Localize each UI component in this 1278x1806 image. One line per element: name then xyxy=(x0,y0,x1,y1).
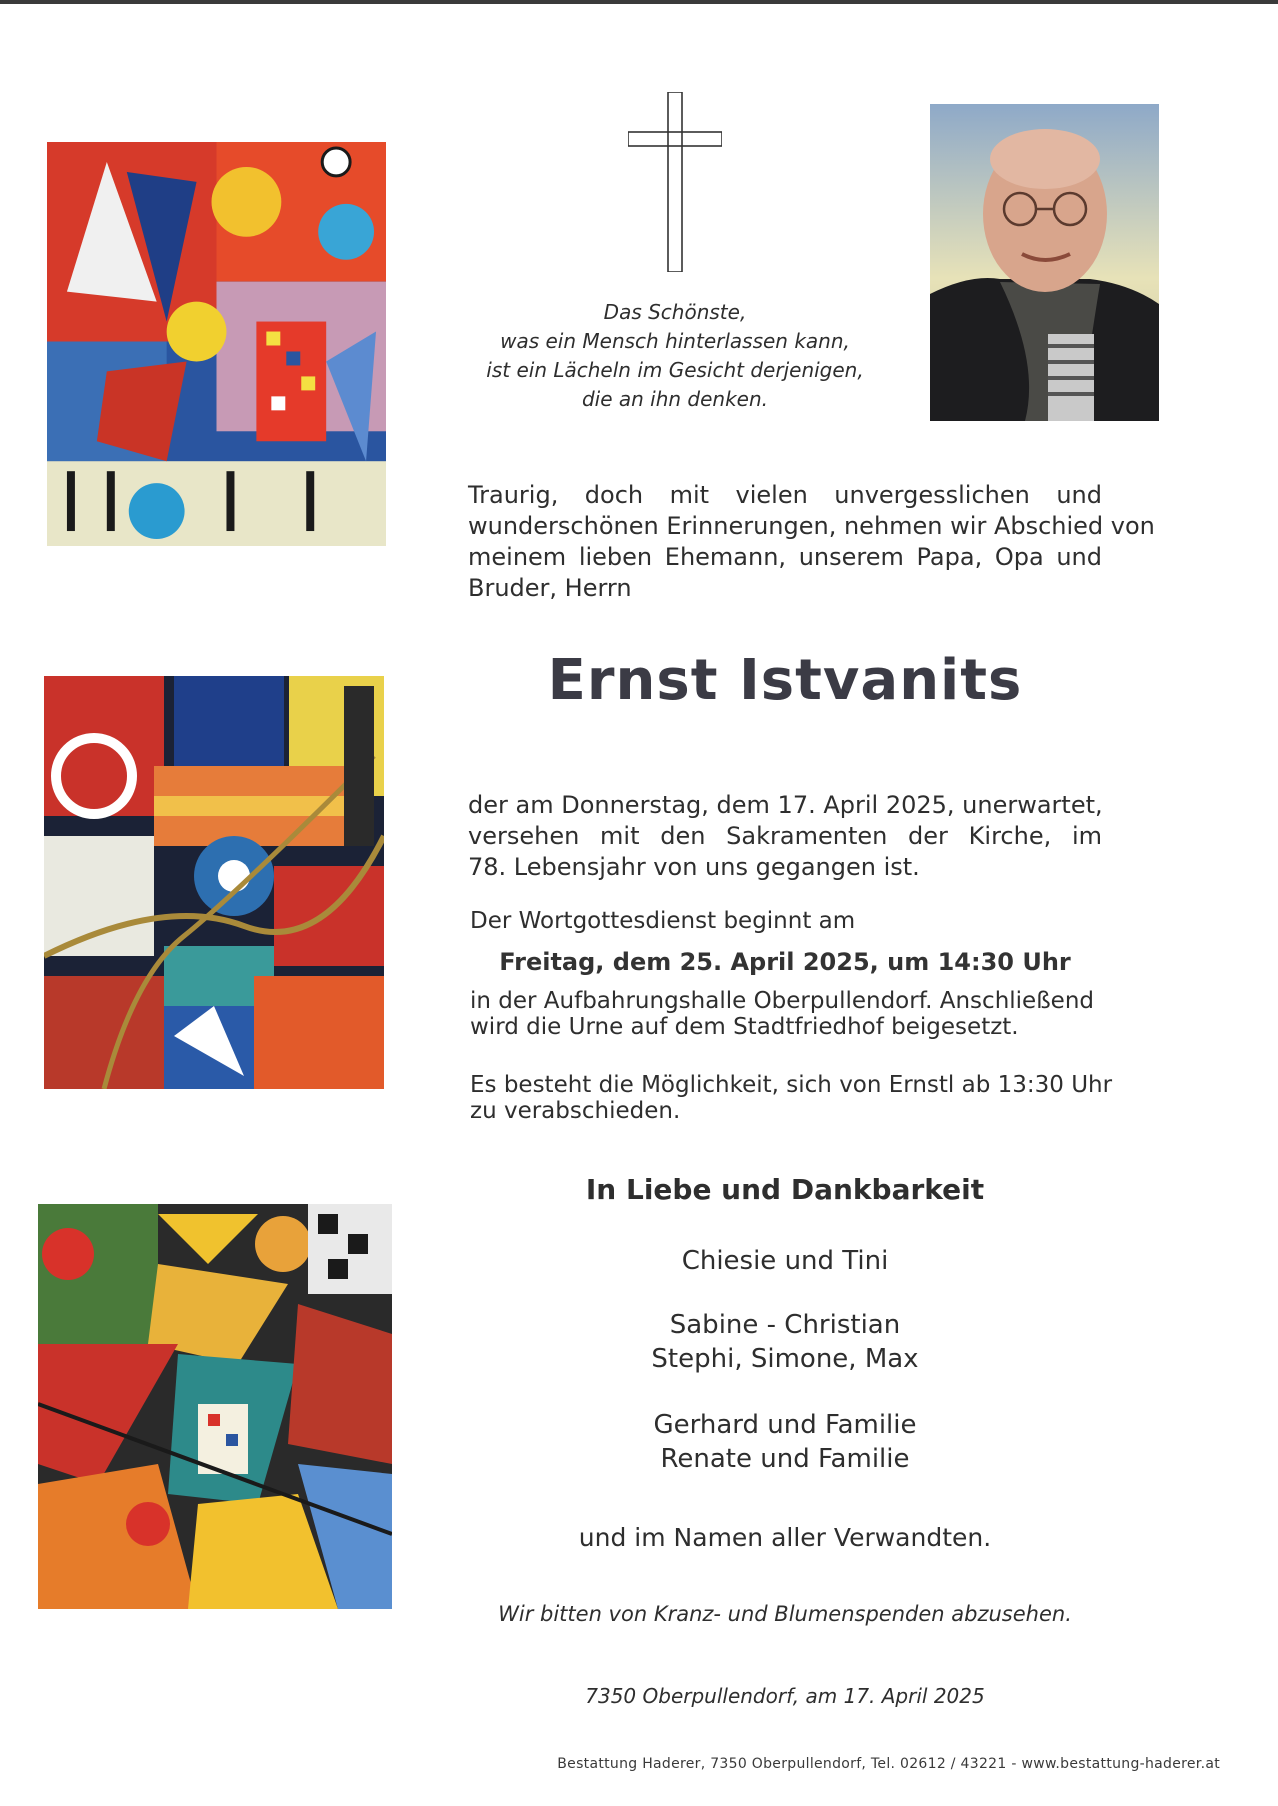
mourner-line: Sabine - Christian xyxy=(669,1310,901,1340)
intro-line: wunderschönen Erinnerungen, nehmen wir Abschied von xyxy=(468,512,1155,540)
farewell-line: Es besteht die Möglichkeit, sich von Ernstl ab 13:30 Uhr xyxy=(470,1072,1113,1098)
flowers-request: Wir bitten von Kranz- und Blumenspenden abzusehen. xyxy=(498,1602,1072,1626)
intro-line: Bruder, Herrn xyxy=(468,574,632,602)
place-date: 7350 Oberpullendorf, am 17. April 2025 xyxy=(585,1684,985,1708)
top-border xyxy=(0,0,1278,4)
quote-line: ist ein Lächeln im Gesicht derjenigen, xyxy=(486,358,864,382)
quote-line: die an ihn denken. xyxy=(581,387,769,411)
painting-image-2 xyxy=(44,676,384,1089)
quote-line: was ein Mensch hinterlassen kann, xyxy=(500,329,850,353)
farewell-info xyxy=(470,1072,1112,1124)
intro-line: Traurig, doch mit vielen unvergesslichen und xyxy=(468,481,1102,509)
service-intro: Der Wortgottesdienst beginnt am xyxy=(470,908,856,934)
service-date: Freitag, dem 25. April 2025, um 14:30 Uhr xyxy=(499,948,1071,976)
death-line: versehen mit den Sakramenten der Kirche, im xyxy=(468,822,1102,850)
location-line: in der Aufbahrungshalle Oberpullendorf. Anschließend xyxy=(470,988,1095,1014)
service-location xyxy=(470,988,1094,1040)
mourner-group-3 xyxy=(468,1408,1102,1476)
location-line: wird die Urne auf dem Stadtfriedhof beigesetzt. xyxy=(470,1014,1019,1040)
quote-line: Das Schönste, xyxy=(603,300,747,324)
deceased-name: Ernst Istvanits xyxy=(547,648,1023,713)
death-line: der am Donnerstag, dem 17. April 2025, unerwartet, xyxy=(468,791,1103,819)
death-line: 78. Lebensjahr von uns gegangen ist. xyxy=(468,853,920,881)
mourner-group-1: Chiesie und Tini xyxy=(681,1246,889,1276)
mourner-group-2 xyxy=(468,1308,1102,1376)
intro-line: meinem lieben Ehemann, unserem Papa, Opa und xyxy=(468,543,1102,571)
portrait-photo xyxy=(930,104,1159,421)
mourner-line: Renate und Familie xyxy=(660,1444,910,1474)
painting-image-3 xyxy=(38,1204,392,1609)
farewell-line: zu verabschieden. xyxy=(470,1098,681,1124)
love-heading: In Liebe und Dankbarkeit xyxy=(585,1173,985,1206)
funeral-home-footer: Bestattung Haderer, 7350 Oberpullendorf, Tel. 02612 / 43221 - www.bestattung-haderer.at xyxy=(557,1756,1220,1772)
mourner-line: Stephi, Simone, Max xyxy=(651,1344,919,1374)
intro-paragraph xyxy=(468,480,1155,604)
mourner-line: Gerhard und Familie xyxy=(653,1410,917,1440)
painting-image-1 xyxy=(47,142,386,546)
relatives-line: und im Namen aller Verwandten. xyxy=(578,1523,992,1552)
death-paragraph xyxy=(468,790,1102,883)
memorial-quote xyxy=(440,298,910,414)
cross-icon xyxy=(628,92,722,272)
